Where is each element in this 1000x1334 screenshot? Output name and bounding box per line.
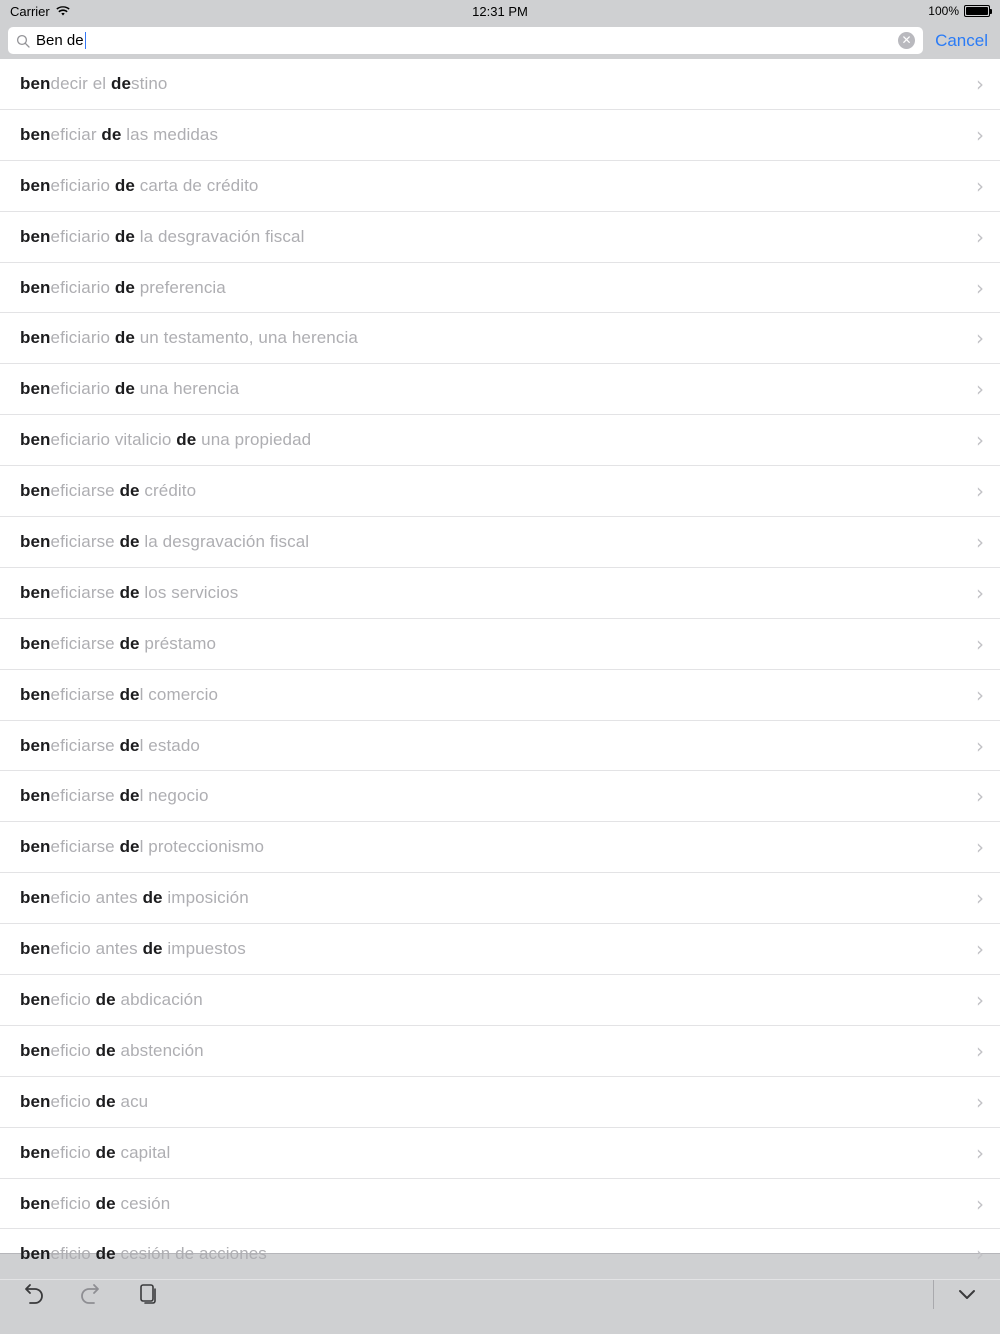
search-result-label: beneficio antes de imposición <box>20 888 249 908</box>
search-result-label: beneficiarse del negocio <box>20 786 209 806</box>
search-result-row[interactable] <box>0 59 1000 110</box>
clear-search-button[interactable]: ✕ <box>898 32 915 49</box>
chevron-right-icon: › <box>976 479 984 504</box>
undo-arrow-icon[interactable] <box>18 1279 48 1309</box>
copy-paste-icon[interactable] <box>134 1279 164 1309</box>
search-result-row[interactable] <box>0 364 1000 415</box>
search-result-label: beneficiario de una herencia <box>20 379 240 399</box>
chevron-right-icon: › <box>976 987 984 1012</box>
search-result-row[interactable] <box>0 721 1000 772</box>
search-result-row[interactable] <box>0 1179 1000 1230</box>
chevron-right-icon: › <box>976 1191 984 1216</box>
search-result-label: beneficio antes de impuestos <box>20 939 246 959</box>
chevron-right-icon: › <box>976 1242 984 1267</box>
keyboard-toolbar-left <box>18 1279 164 1309</box>
chevron-right-icon: › <box>976 682 984 707</box>
chevron-right-icon: › <box>976 1140 984 1165</box>
search-result-row[interactable] <box>0 110 1000 161</box>
search-result-row[interactable] <box>0 1128 1000 1179</box>
chevron-right-icon: › <box>976 886 984 911</box>
search-results-list[interactable] <box>0 59 1000 1267</box>
search-result-row[interactable] <box>0 568 1000 619</box>
search-result-row[interactable] <box>0 415 1000 466</box>
search-result-row[interactable] <box>0 212 1000 263</box>
search-result-label: beneficio de abstención <box>20 1040 204 1060</box>
search-result-label: beneficio de abdicación <box>20 989 203 1009</box>
search-result-label: beneficio de acu <box>20 1091 149 1111</box>
search-input-value: Ben de <box>36 32 84 49</box>
chevron-right-icon: › <box>976 733 984 758</box>
search-result-row[interactable] <box>0 873 1000 924</box>
search-result-row[interactable] <box>0 1229 1000 1280</box>
search-result-label: beneficiarse del proteccionismo <box>20 837 265 857</box>
search-result-label: beneficiario de un testamento, una herencia <box>20 328 358 348</box>
text-caret <box>85 32 86 49</box>
chevron-right-icon: › <box>976 937 984 962</box>
search-result-label: beneficiarse de préstamo <box>20 633 217 653</box>
chevron-right-icon: › <box>976 1038 984 1063</box>
search-result-row[interactable] <box>0 517 1000 568</box>
search-result-label: beneficiarse del estado <box>20 735 200 755</box>
keyboard-dismiss-chevron-icon[interactable] <box>952 1279 982 1309</box>
search-icon <box>16 34 30 48</box>
search-result-row[interactable] <box>0 924 1000 975</box>
search-input[interactable] <box>8 27 923 54</box>
search-result-row[interactable] <box>0 822 1000 873</box>
status-bar-right <box>928 4 990 18</box>
status-bar <box>0 0 1000 22</box>
chevron-right-icon: › <box>976 224 984 249</box>
cancel-button[interactable]: Cancel <box>935 30 988 50</box>
chevron-right-icon: › <box>976 326 984 351</box>
search-result-label: beneficiarse de la desgravación fiscal <box>20 531 310 551</box>
search-result-row[interactable] <box>0 975 1000 1026</box>
chevron-right-icon: › <box>976 173 984 198</box>
search-result-row[interactable] <box>0 263 1000 314</box>
search-result-label: beneficiar de las medidas <box>20 124 219 144</box>
search-result-label: beneficio de cesión de acciones <box>20 1244 267 1264</box>
chevron-right-icon: › <box>976 529 984 554</box>
search-result-label: bendecir el destino <box>20 73 168 93</box>
search-result-label: beneficiarse del comercio <box>20 684 219 704</box>
search-result-row[interactable] <box>0 466 1000 517</box>
search-bar <box>0 22 1000 59</box>
search-result-label: beneficiario de carta de crédito <box>20 175 259 195</box>
search-result-row[interactable] <box>0 161 1000 212</box>
search-result-row[interactable] <box>0 670 1000 721</box>
battery-percent-label: 100% <box>928 4 959 18</box>
search-result-label: beneficiarse de los servicios <box>20 582 239 602</box>
battery-icon <box>964 5 990 17</box>
chevron-right-icon: › <box>976 580 984 605</box>
search-result-label: beneficiario vitalicio de una propiedad <box>20 430 312 450</box>
chevron-right-icon: › <box>976 631 984 656</box>
search-result-label: beneficiarse de crédito <box>20 481 197 501</box>
search-result-row[interactable] <box>0 619 1000 670</box>
chevron-right-icon: › <box>976 122 984 147</box>
search-result-row[interactable] <box>0 1077 1000 1128</box>
carrier-label: Carrier <box>10 3 50 19</box>
chevron-right-icon: › <box>976 784 984 809</box>
chevron-right-icon: › <box>976 1089 984 1114</box>
chevron-right-icon: › <box>976 275 984 300</box>
toolbar-divider <box>933 1279 934 1309</box>
search-result-row[interactable] <box>0 771 1000 822</box>
chevron-right-icon: › <box>976 377 984 402</box>
chevron-right-icon: › <box>976 835 984 860</box>
search-result-row[interactable] <box>0 313 1000 364</box>
status-bar-time: 12:31 PM <box>472 3 528 19</box>
search-result-label: beneficio de capital <box>20 1142 171 1162</box>
search-result-row[interactable] <box>0 1026 1000 1077</box>
redo-arrow-icon[interactable] <box>76 1279 106 1309</box>
chevron-right-icon: › <box>976 71 984 96</box>
chevron-right-icon: › <box>976 428 984 453</box>
search-result-label: beneficiario de la desgravación fiscal <box>20 226 305 246</box>
keyboard-toolbar-right <box>933 1279 982 1309</box>
search-result-label: beneficiario de preferencia <box>20 277 226 297</box>
search-result-label: beneficio de cesión <box>20 1193 171 1213</box>
